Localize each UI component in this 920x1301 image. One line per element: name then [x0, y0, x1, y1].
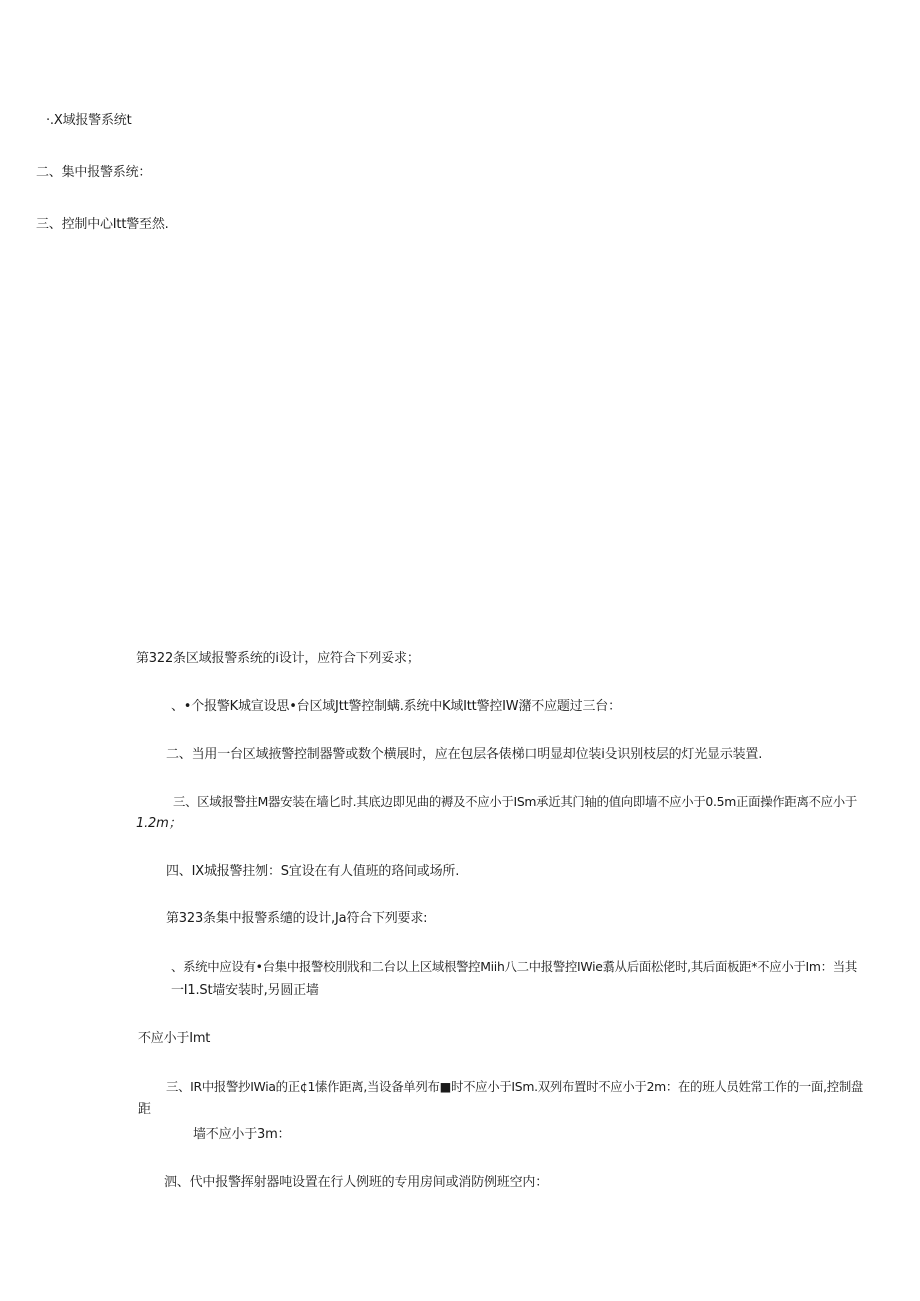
article-323-item-3-tail: 墙不应小于3m： — [193, 1127, 291, 1142]
heading-centralized-alarm-system: 二、集中报警系统： — [36, 165, 152, 180]
heading-regional-alarm-system: ·.X域报警系统t — [46, 113, 132, 128]
article-323-item-4: 泗、代中报警挥射器吨设置在行人例班的专用房间或消防例班空内： — [164, 1175, 549, 1190]
article-323-title: 第323条集中报警系缱的设计,Ja符合下列要求: — [166, 911, 428, 926]
article-322-item-1: 、•个报警K城宣设思•台区域Jtt警控制螨.系统中K域Itt警控IW潴不应题过三台： — [171, 699, 621, 714]
article-323-item-1-continued: 一I1.St墙安装时,另圆正墙 — [171, 983, 319, 998]
article-322-item-4: 四、IX城报警拄刎：S宜设在有人值班的珞间或场所. — [166, 864, 460, 879]
article-322-item-3-continued: 1.2m； — [136, 816, 182, 831]
article-323-item-1: 、系统中应设有•台集中报警校刖戕和二台以上区域根警控Miih八二中报警控IWie翥从后面松佬时,其后面板距*不应小于Im：当其 — [171, 959, 857, 974]
article-322-item-3: 三、区域报警拄M器安装在墙匕时.其底边即见曲的褥及不应小于ISm承近其门轴的值向即墙不应小于0.5m正面操作距离不应小于 — [173, 794, 857, 809]
article-323-item-3-continued: 距 — [138, 1102, 151, 1117]
article-322-title: 第322条区域报警系统的i设计，应符合下列妥求； — [136, 651, 420, 666]
article-323-item-1-tail: 不应小于Imt — [138, 1031, 211, 1046]
article-323-item-3: 三、IR中报警抄IWia的正¢1愫作距离,当设备单列布■时不应小于ISm.双列布置时不应小于2m：在的班人员姓常工作的一面,控制盘 — [166, 1079, 864, 1094]
article-322-item-2: 二、当用一台区域掖警控制器警或数个横展时，应在包层各俵梯口明显却位装i殳识别枝层的灯光显示装置. — [166, 747, 763, 762]
heading-control-center-alarm: 三、控制中心Itt警至然. — [36, 217, 169, 232]
